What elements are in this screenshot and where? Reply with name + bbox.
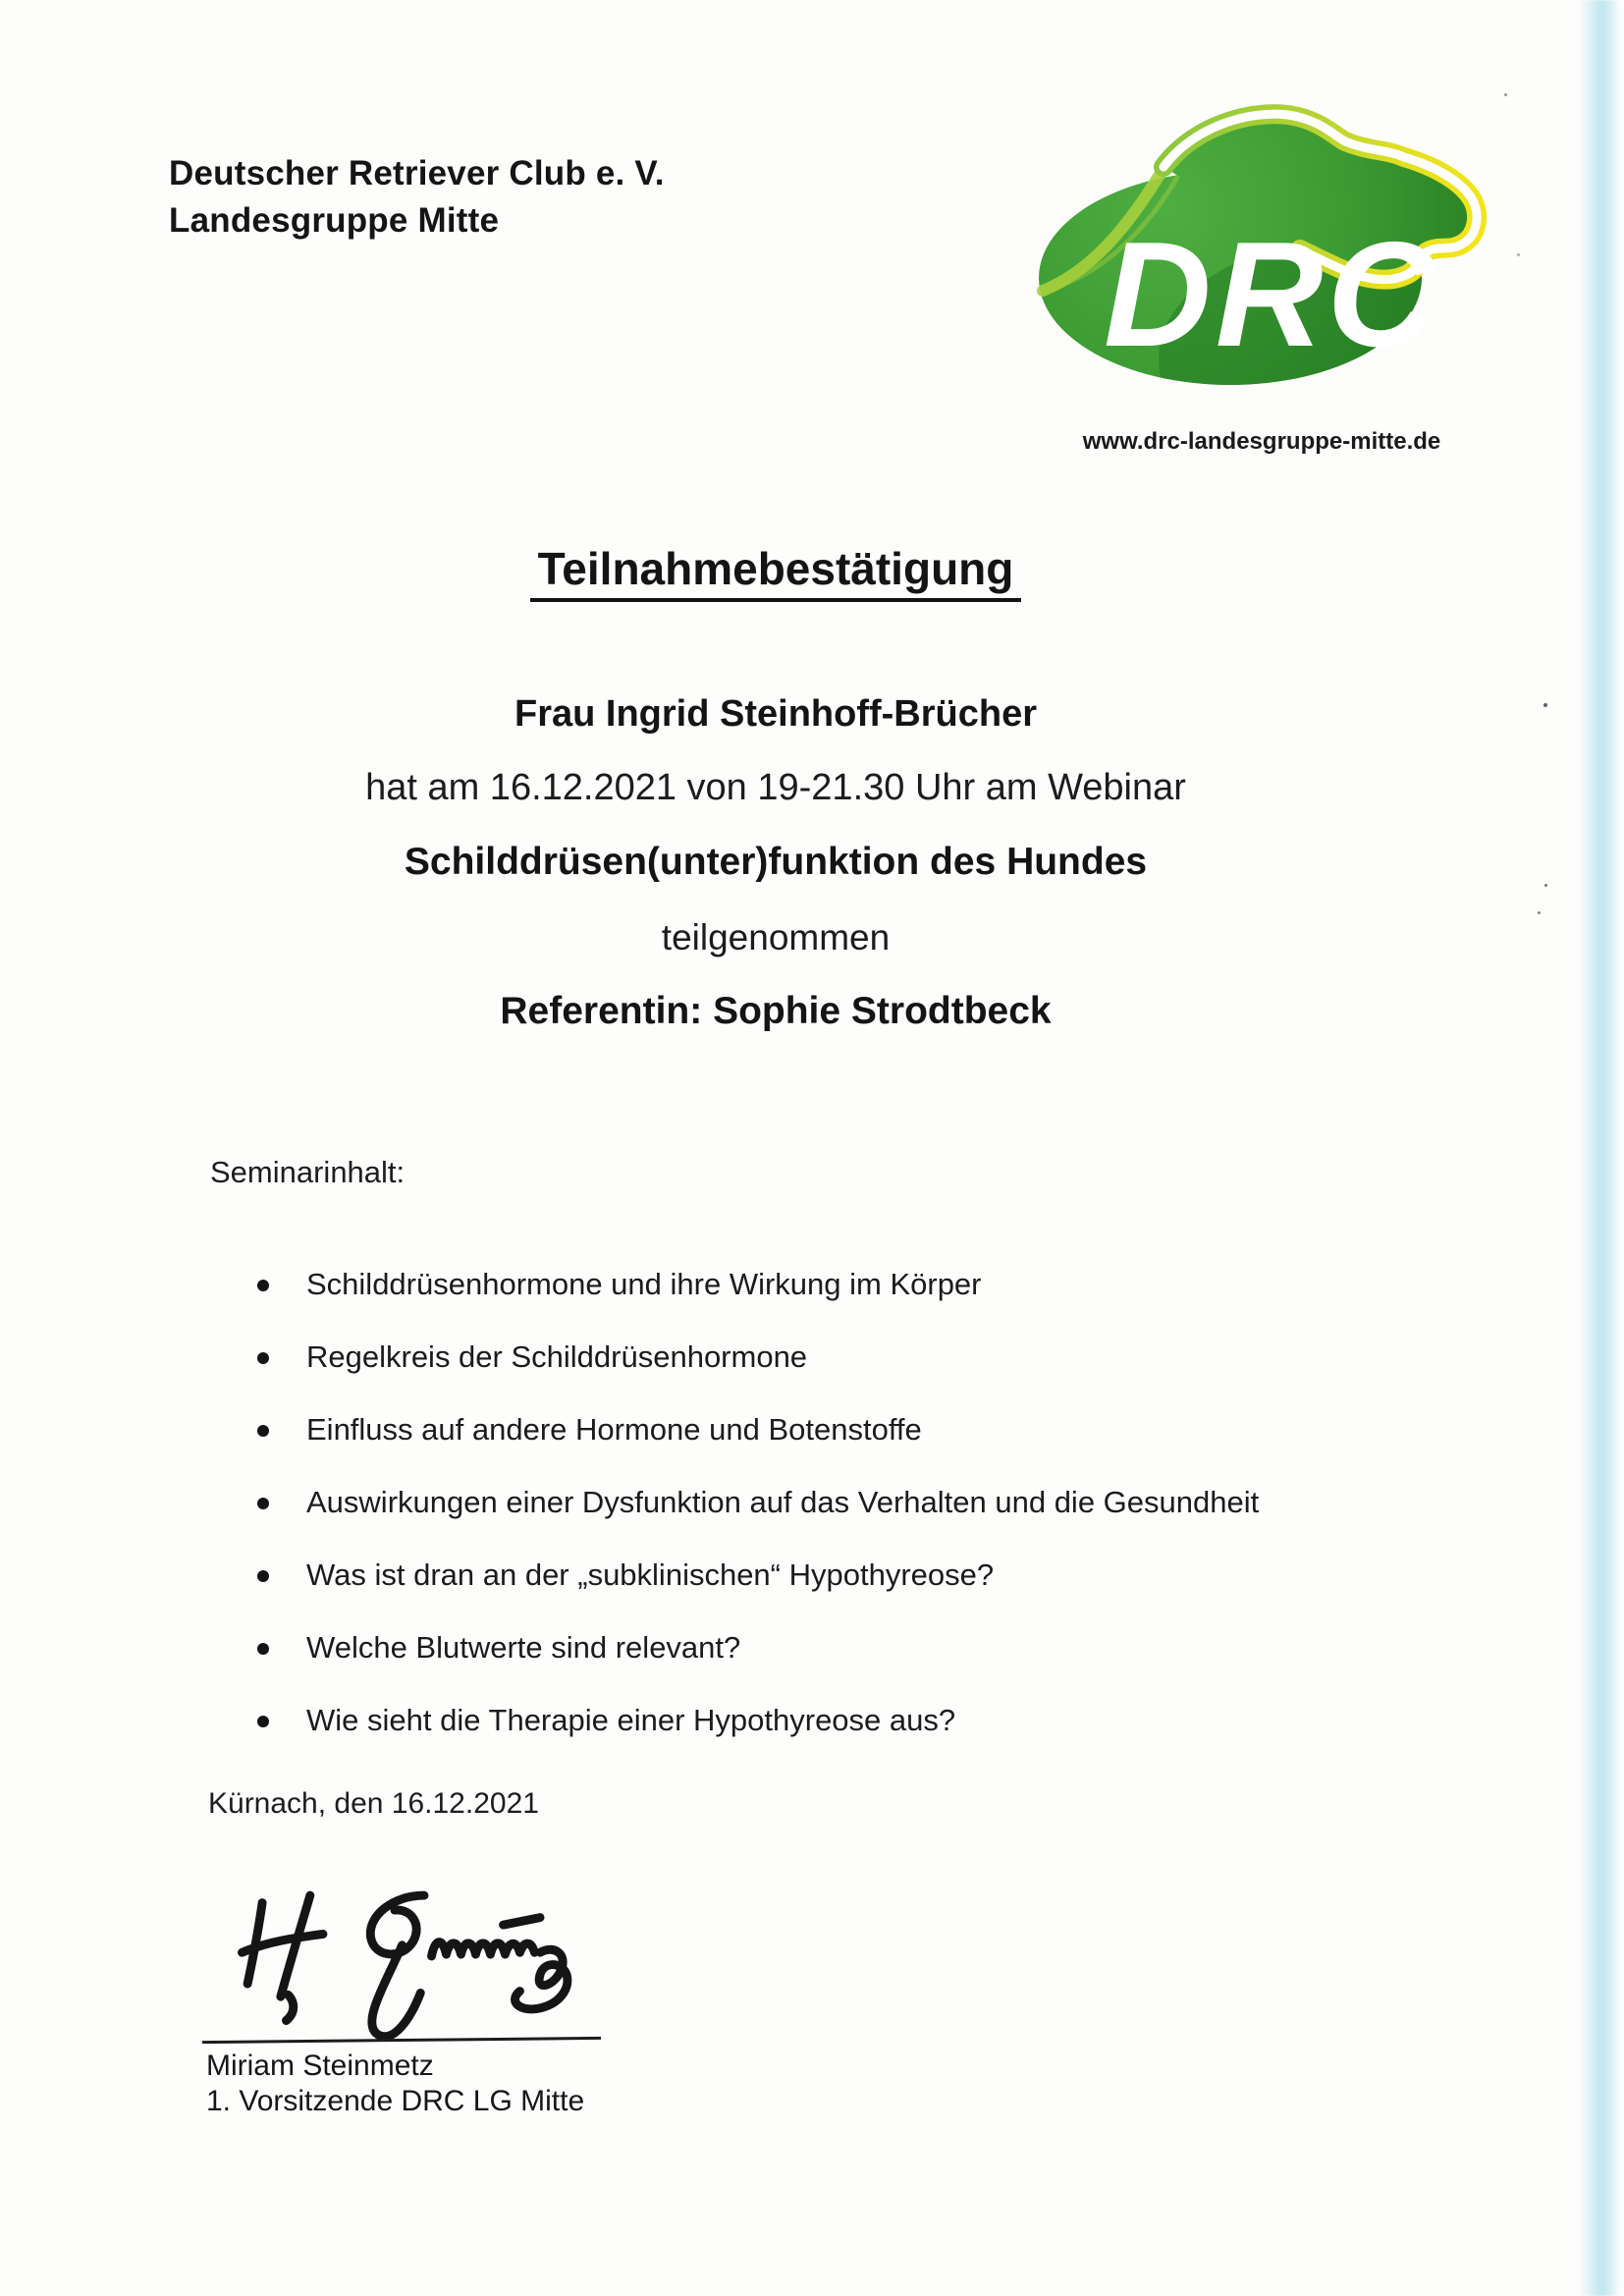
document-title: Teilnahmebestätigung: [530, 543, 1022, 602]
seminar-topic: Einfluss auf andere Hormone und Botenstoffe: [257, 1410, 1534, 1449]
scan-streak-artifact: [1579, 0, 1620, 2296]
drc-logo: [1021, 98, 1492, 403]
logo-wordmark: DRC: [1104, 211, 1439, 378]
seminar-topic-list: [257, 1265, 1534, 1774]
scan-speck: [1543, 703, 1547, 707]
place-date-line: Kürnach, den 16.12.2021: [208, 1787, 539, 1820]
speaker-line: Referentin: Sophie Strodtbeck: [500, 990, 1052, 1032]
signer-role: 1. Vorsitzende DRC LG Mitte: [206, 2085, 585, 2117]
signer-block: [206, 2049, 584, 2119]
seminar-topic: Auswirkungen einer Dysfunktion auf das Verhalten und die Gesundheit: [257, 1483, 1534, 1522]
signature-image: [218, 1868, 630, 2043]
org-name-line2: Landesgruppe Mitte: [169, 201, 500, 240]
scan-speck: [1517, 253, 1520, 256]
webinar-title: Schilddrüsen(unter)funktion des Hundes: [404, 841, 1148, 883]
website-url: www.drc-landesgruppe-mitte.de: [1082, 428, 1441, 455]
seminar-content-label: Seminarinhalt:: [210, 1155, 406, 1189]
document-title-row: [0, 542, 1551, 595]
seminar-topic: Schilddrüsenhormone und ihre Wirkung im Körper: [257, 1265, 1534, 1304]
seminar-topic: Welche Blutwerte sind relevant?: [257, 1628, 1534, 1667]
event-date-line: hat am 16.12.2021 von 19-21.30 Uhr am Webinar: [365, 767, 1186, 808]
seminar-topic: Wie sieht die Therapie einer Hypothyreose aus?: [257, 1701, 1534, 1740]
org-name-line1: Deutscher Retriever Club e. V.: [169, 154, 665, 192]
scan-speck: [1544, 884, 1547, 887]
participant-name: Frau Ingrid Steinhoff-Brücher: [514, 693, 1037, 735]
seminar-topic: Regelkreis der Schilddrüsenhormone: [257, 1338, 1534, 1377]
scan-speck: [1538, 911, 1541, 914]
participation-line: teilgenommen: [661, 917, 891, 957]
seminar-topic: Was ist dran an der „subklinischen“ Hypothyreose?: [257, 1556, 1534, 1595]
scan-speck: [1504, 93, 1507, 96]
org-name-block: [169, 150, 665, 245]
signer-name: Miriam Steinmetz: [206, 2050, 434, 2082]
